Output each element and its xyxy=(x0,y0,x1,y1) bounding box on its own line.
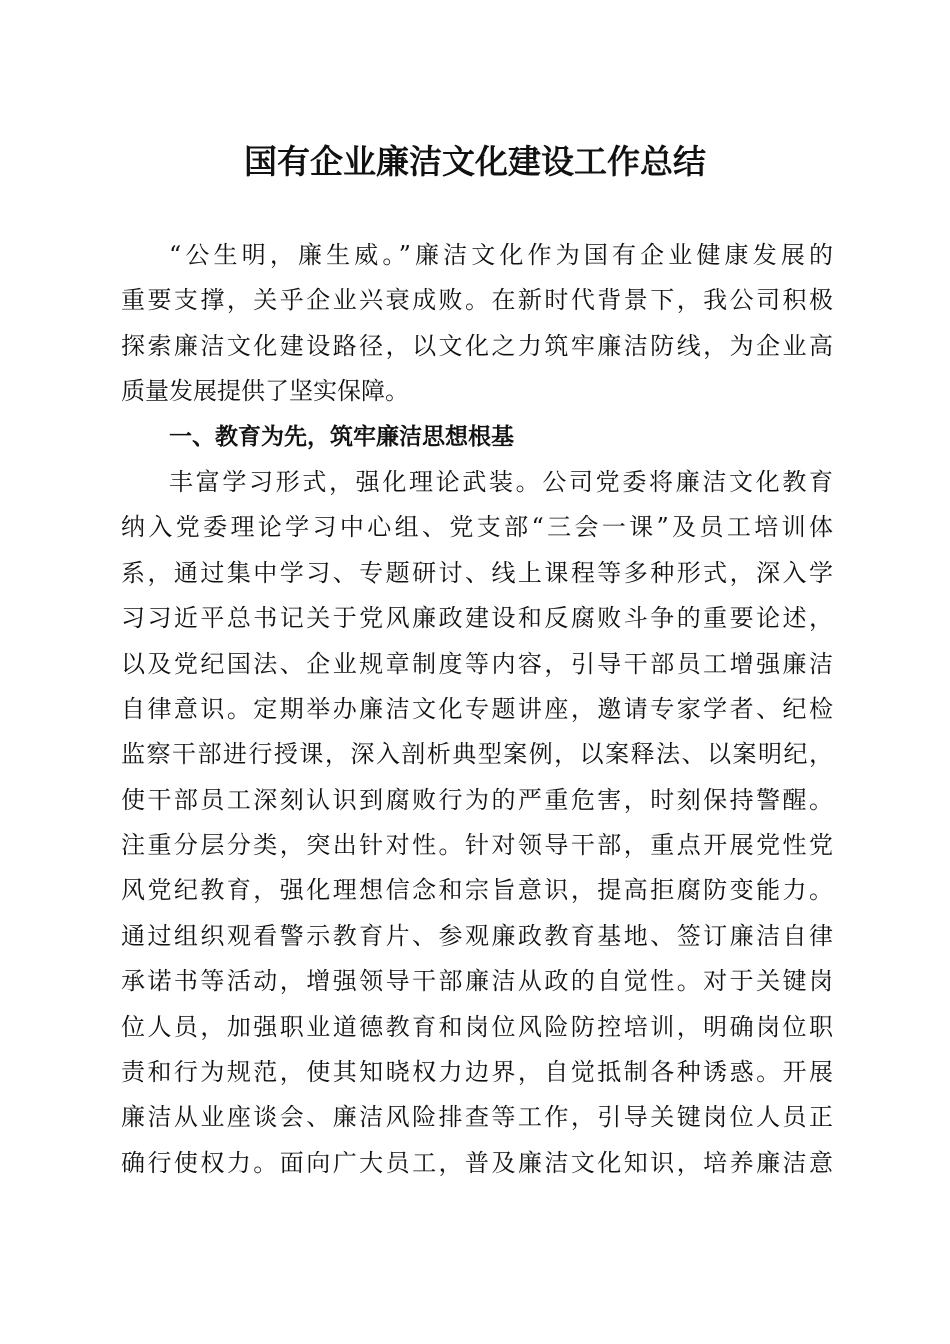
body-line: 探索廉洁文化建设路径，以文化之力筑牢廉洁防线，为企业高 xyxy=(121,331,833,360)
body-line: 习习近平总书记关于党风廉政建设和反腐败斗争的重要论述， xyxy=(121,604,833,633)
body-line: 注重分层分类，突出针对性。针对领导干部，重点开展党性党 xyxy=(121,831,833,860)
body-line: 确行使权力。面向广大员工，普及廉洁文化知识，培养廉洁意 xyxy=(121,1148,833,1177)
body-line: 责和行为规范，使其知晓权力边界，自觉抵制各种诱惑。开展 xyxy=(121,1058,833,1087)
body-line: 以及党纪国法、企业规章制度等内容，引导干部员工增强廉洁 xyxy=(121,649,833,678)
body-line: 风党纪教育，强化理想信念和宗旨意识，提高拒腐防变能力。 xyxy=(121,876,833,905)
body-line: 自律意识。定期举办廉洁文化专题讲座，邀请专家学者、纪检 xyxy=(121,694,833,723)
body-line: 使干部员工深刻认识到腐败行为的严重危害，时刻保持警醒。 xyxy=(121,785,833,814)
body-line: 重要支撑，关乎企业兴衰成败。在新时代背景下，我公司积极 xyxy=(121,286,833,315)
body-line: “公生明，廉生威。”廉洁文化作为国有企业健康发展的 xyxy=(169,241,833,269)
body-line: 丰富学习形式，强化理论武装。公司党委将廉洁文化教育 xyxy=(169,467,833,496)
section-heading: 一、教育为先，筑牢廉洁思想根基 xyxy=(169,423,514,450)
body-line: 位人员，加强职业道德教育和岗位风险防控培训，明确岗位职 xyxy=(121,1012,833,1041)
body-line: 系，通过集中学习、专题研讨、线上课程等多种形式，深入学 xyxy=(121,558,833,587)
document-body xyxy=(121,233,833,1186)
body-line: 监察干部进行授课，深入剖析典型案例，以案释法、以案明纪， xyxy=(121,740,833,769)
body-line: 纳入党委理论学习中心组、党支部“三会一课”及员工培训体 xyxy=(121,513,833,542)
document-title: 国有企业廉洁文化建设工作总结 xyxy=(244,142,706,181)
body-line: 廉洁从业座谈会、廉洁风险排查等工作，引导关键岗位人员正 xyxy=(121,1103,833,1132)
body-line: 质量发展提供了坚实保障。 xyxy=(121,377,409,406)
body-line: 通过组织观看警示教育片、参观廉政教育基地、签订廉洁自律 xyxy=(121,921,833,950)
body-line: 承诺书等活动，增强领导干部廉洁从政的自觉性。对于关键岗 xyxy=(121,967,833,996)
